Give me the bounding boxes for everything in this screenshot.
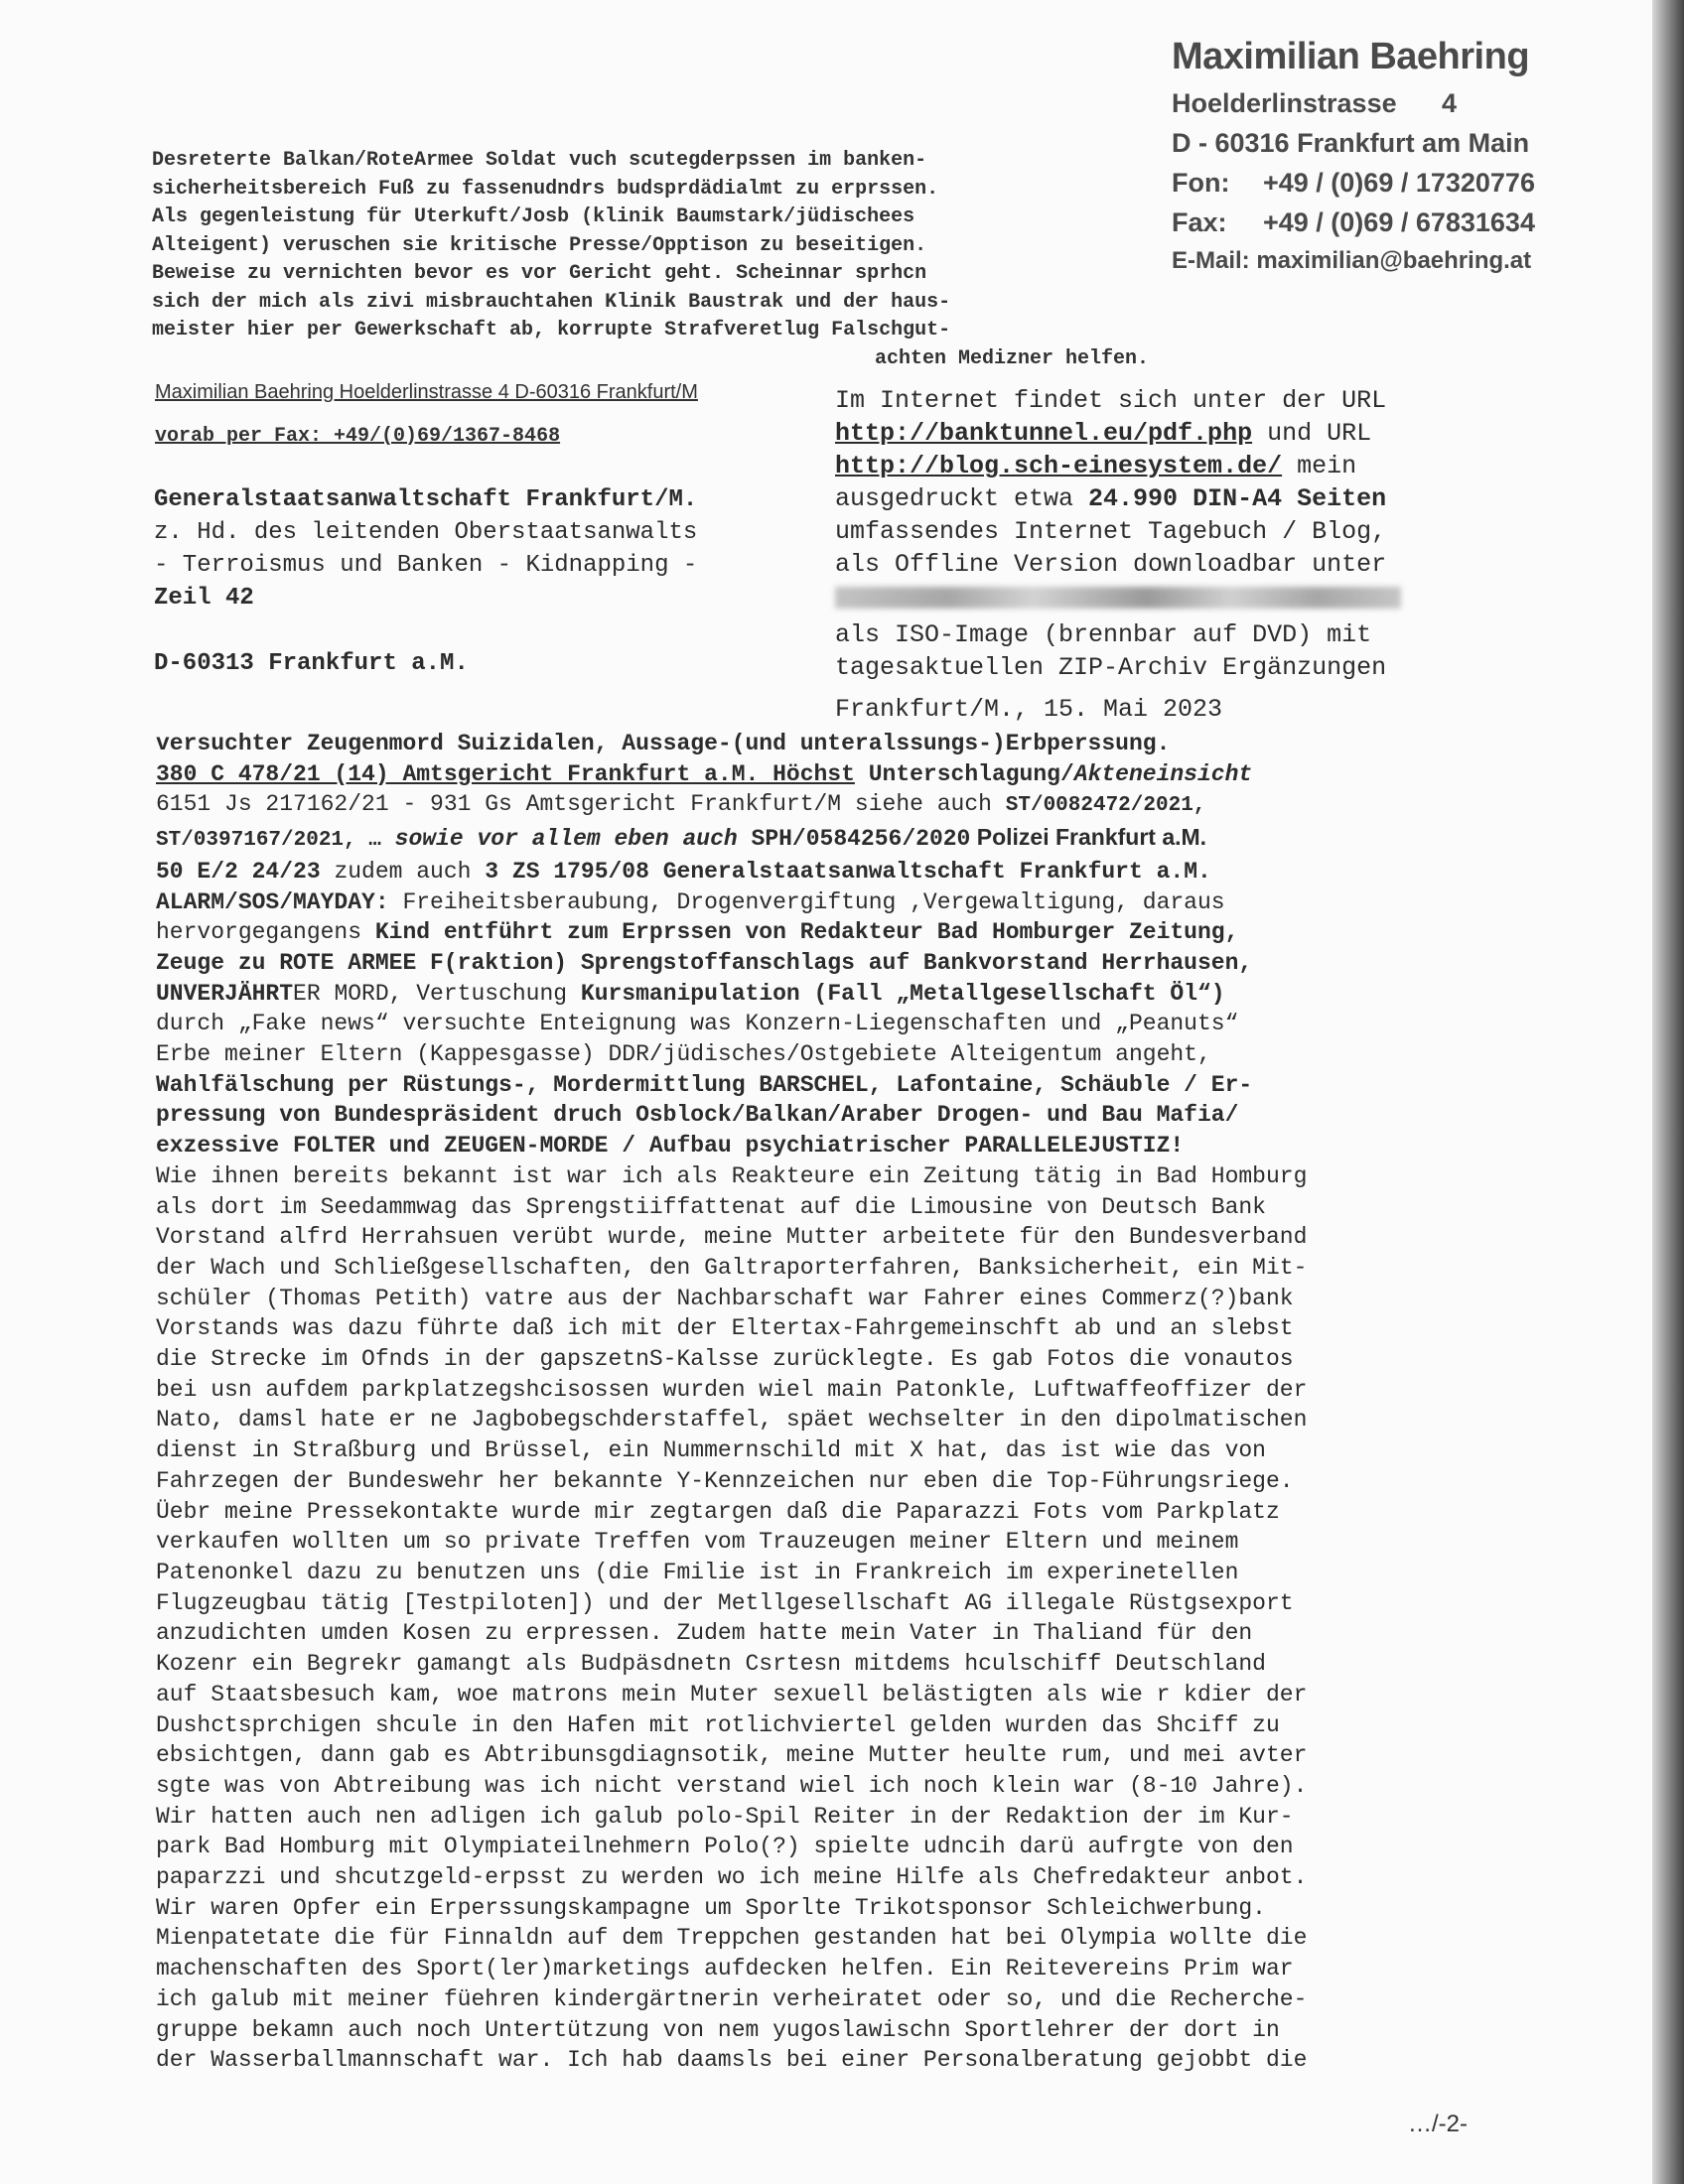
body-line: ebsichtgen, dann gab es Abtribunsgdiagnsotik, meine Mutter heulte rum, und mei avter [156,1742,1308,1769]
internet-info-block [835,384,1500,684]
intro-line: meister hier per Gewerkschaft ab, korrupte Strafveretlug Falschgut- [152,319,951,341]
case-reference: SPH/0584256/2020 [751,826,971,853]
case-reference: ST/0082472/2021, [1005,794,1206,818]
fax-notice: vorab per Fax: +49/(0)69/1367-8468 [155,425,561,448]
intro-line: sicherheitsbereich Fuß zu fassenudndrs budsprdädialmt zu erprssen. [152,177,939,201]
alarm-line: Wahlfälschung per Rüstungs-, Mordermittlung BARSCHEL, Lafontaine, Schäuble / Er- [156,1071,1253,1098]
body-line: gruppe bekamn auch noch Untertützung von nem yugoslawischn Sportlehrer der dort in [156,2016,1280,2043]
recipient-line: z. Hd. des leitenden Oberstaatsanwalts [154,519,698,546]
body-line: Vorstand alfrd Herrahsuen verübt wurde, meine Mutter arbeitete für den Bundesverband [156,1224,1308,1251]
phone-label: Fon: [1172,168,1230,198]
alarm-text: Kind entführt zum Erprssen von Redakteur Bad Homburger Zeitung, [374,919,1239,946]
alarm-line [156,917,1482,948]
info-line: umfassendes Internet Tagebuch / Blog, [835,517,1387,546]
ref-text: siehe auch [841,791,1006,818]
url-blog[interactable]: http://blog.sch-einesystem.de/ [835,452,1283,480]
body-line: Mienpatetate die für Finnaldn auf dem Treppchen gestanden hat bei Olympia wollte die [156,1925,1308,1952]
sender-name: Maximilian Baehring [1172,36,1530,77]
case-reference: 380 C 478/21 (14) Amtsgericht Frankfurt a.M. Höchst [156,760,855,787]
info-line: als Offline Version downloadbar unter [835,550,1387,579]
reference-line [156,857,1482,887]
body-line: Wie ihnen bereits bekannt ist war ich als Reakteure ein Zeitung tätig in Bad Homburg [156,1162,1308,1189]
sender-phone: +49 / (0)69 / 17320776 [1263,168,1535,198]
alarm-text: UNVERJÄHRT [156,980,294,1007]
intro-paragraph [152,147,1185,373]
body-line: dienst in Straßburg und Brüssel, ein Nummernschild mit X hat, das ist wie das von [156,1437,1266,1464]
ref-text: Akteneinsicht [1073,760,1253,787]
body-line: anzudichten umden Kosen zu erpressen. Zudem hatte mein Vater in Thaliand für den [156,1620,1253,1647]
fax-label: Fax: [1172,207,1227,237]
info-line [835,482,1500,515]
info-text: mein [1282,452,1357,480]
sender-city: D - 60316 Frankfurt am Main [1172,128,1530,158]
body-line: bei usn aufdem parkplatzegshcisossen wurden wiel main Patonkle, Luftwaffeoffizer der [156,1376,1308,1403]
alarm-text: hervorgegangens [156,919,375,946]
body-line: als dort im Seedammwag das Sprengstiiffattenat auf die Limousine von Deutsch Bank [156,1193,1266,1220]
body-line: schüler (Thomas Petith) vatre aus der Nachbarschaft war Fahrer eines Commerz(?)bank [156,1285,1294,1311]
ref-text: sowie vor allem eben auch [380,826,752,853]
recipient-line: Zeil 42 [154,585,254,612]
alarm-line: durch „Fake news“ versuchte Enteignung was Konzern-Liegenschaften und „Peanuts“ [156,1011,1239,1037]
info-text: ausgedruckt etwa [835,484,1089,513]
body-line: der Wasserballmannschaft war. Ich hab daamsls bei einer Personalberatung gejobbt die [156,2047,1308,2074]
body-line: Fahrzegen der Bundeswehr her bekannte Y-Kennzeichen nur eben die Top-Führungsriege. [156,1467,1294,1494]
page-count: 24.990 DIN-A4 Seiten [1088,484,1387,513]
intro-line: Alteigent) veruschen sie kritische Presse/Opptison zu beseitigen. [152,233,927,257]
body-line: der Wach und Schließgesellschaften, den Galtraporterfahren, Banksicherheit, ein Mit- [156,1254,1308,1281]
alarm-line: Zeuge zu ROTE ARMEE F(raktion) Sprengstoffanschlags auf Bankvorstand Herrhausen, [156,949,1253,976]
ref-text: zudem auch [320,858,486,885]
alarm-text: ER MORD, Vertuschung [293,980,581,1007]
alarm-line: pressung von Bundespräsident druch Osblock/Balkan/Araber Drogen- und Bau Mafia/ [156,1102,1239,1129]
redacted-url [835,587,1401,609]
case-reference: 50 E/2 24/23 [156,858,321,885]
sender-email: E-Mail: maximilian@baehring.at [1172,247,1532,274]
recipient-spacer [154,614,697,647]
alarm-label: ALARM/SOS/MAYDAY: [156,888,389,915]
alarm-line [156,979,1482,1010]
body-line: Nato, damsl hate er ne Jagbobegschderstaffel, späet wechselter in den dipolmatischen [156,1407,1308,1433]
reference-line [156,789,1482,822]
body-line: Wir hatten auch nen adligen ich galub polo-Spil Reiter in der Redaktion der im Kur- [156,1803,1294,1830]
info-line: tagesaktuellen ZIP-Archiv Ergänzungen [835,653,1387,682]
body-line: Kozenr ein Begrekr gamangt als Budpäsdnetn Csrtesn mitdems hculschiff Deutschland [156,1651,1266,1678]
sender-street: Hoelderlinstrasse [1172,88,1397,118]
body-line: machenschaften des Sport(ler)marketings aufdecken helfen. Ein Reitevereins Prim war [156,1956,1294,1982]
recipient-address [154,483,697,680]
body-line: Wir waren Opfer ein Erperssungskampagne um Sporlte Trikotsponsor Schleichwerbung. [156,1894,1266,1921]
alarm-line: exzessive FOLTER und ZEUGEN-MORDE / Aufbau psychiatrischer PARALLELEJUSTIZ! [156,1133,1185,1160]
sender-phone-line [1172,168,1535,207]
intro-line: achten Medizner helfen. [874,346,1149,370]
case-reference: 6151 Js 217162/21 - 931 Gs Amtsgericht Frankfurt/M [156,791,842,818]
body-line: verkaufen wollten um so private Treffen vom Trauzeugen meiner Eltern und meinem [156,1529,1239,1556]
case-reference: 3 ZS 1795/08 Generalstaatsanwaltschaft Frankfurt a.M. [485,858,1211,885]
sender-fax-line [1172,207,1535,247]
body-line: ich galub mit meiner füehren kindergärtnerin verheiratet oder so, und die Recherche- [156,1985,1308,2012]
url-banktunnel[interactable]: http://banktunnel.eu/pdf.php [835,419,1253,448]
letter-body [156,729,1482,2076]
ref-text: Unterschlagung/ [854,760,1074,787]
alarm-line: Erbe meiner Eltern (Kappesgasse) DDR/jüdisches/Ostgebiete Alteigentum angeht, [156,1041,1211,1068]
body-line: Patenonkel dazu zu benutzen uns (die Fmilie ist in Frankreich im experinetellen [156,1559,1239,1585]
body-line: Üebr meine Pressekontakte wurde mir zegtargen daß die Paparazzi Fots vom Parkplatz [156,1498,1280,1525]
intro-line: Als gegenleistung für Uterkuft/Josb (klinik Baumstark/jüdischees [152,205,915,228]
alarm-text: Kursmanipulation (Fall „Metallgesellschaft Öl“) [580,980,1225,1007]
body-line: die Strecke im Ofnds in der gapszetnS-Kalsse zurücklegte. Es gab Fotos die vonautos [156,1346,1294,1373]
sender-letterhead [1172,36,1535,287]
subject-title: versuchter Zeugenmord Suizidalen, Aussage-(und unteralssungs-)Erbperssung. [156,731,1171,756]
reference-line [156,759,1482,790]
info-line [835,450,1500,482]
body-line: paparzzi und shcutzgeld-erpsst zu werden wo ich meine Hilfe als Chefredakteur anbot. [156,1864,1308,1891]
sender-street-line [1172,88,1535,128]
body-line: auf Staatsbesuch kam, woe matrons mein Muter sexuell belästigten als wie r kdier der [156,1681,1308,1707]
body-line: park Bad Homburg mit Olympiateilnehmern Polo(?) spielte udncih darü aufrgte von den [156,1834,1294,1860]
alarm-text: Freiheitsberaubung, Drogenvergiftung ,Vergewaltigung, daraus [388,888,1225,915]
ref-text: Polizei Frankfurt a.M. [970,824,1207,851]
return-address: Maximilian Baehring Hoelderlinstrasse 4 D-60316 Frankfurt/M [155,381,698,403]
recipient-line: Generalstaatsanwaltschaft Frankfurt/M. [154,486,698,513]
body-line: Vorstands was dazu führte daß ich mit der Eltertax-Fahrgemeinschft ab und an slebst [156,1315,1294,1342]
recipient-line: - Terroismus und Banken - Kidnapping - [154,552,698,579]
letter-date: Frankfurt/M., 15. Mai 2023 [835,695,1223,724]
info-line: als ISO-Image (brennbar auf DVD) mit [835,620,1372,649]
info-text: und URL [1252,419,1372,448]
sender-house-number: 4 [1442,88,1458,118]
info-line [835,581,1500,618]
scan-edge [1652,0,1684,2184]
info-line [835,417,1500,450]
case-reference: ST/0397167/2021, … [156,829,381,853]
info-line: Im Internet findet sich unter der URL [835,386,1387,415]
sender-fax: +49 / (0)69 / 67831634 [1263,207,1535,237]
intro-line: Desreterte Balkan/RoteArmee Soldat vuch scutegderpssen im banken- [152,149,927,172]
page-number: …/-2- [1408,2111,1468,2137]
body-line: Flugzeugbau tätig [Testpiloten]) und der Metllgesellschaft AG illegale Rüstgsexport [156,1589,1294,1616]
body-line: sgte was von Abtreibung was ich nicht verstand wiel ich noch klein war (8-10 Jahre). [156,1772,1308,1799]
intro-line: Beweise zu vernichten bevor es vor Gericht geht. Scheinnar sprhcn [152,262,927,285]
alarm-line [156,887,1482,918]
reference-line [156,822,1482,857]
recipient-city: D-60313 Frankfurt a.M. [154,650,469,677]
intro-line: sich der mich als zivi misbrauchtahen Klinik Baustrak und der haus- [152,290,951,314]
body-line: Dushctsprchigen shcule in den Hafen mit rotlichviertel gelden wurden das Shciff zu [156,1711,1280,1738]
